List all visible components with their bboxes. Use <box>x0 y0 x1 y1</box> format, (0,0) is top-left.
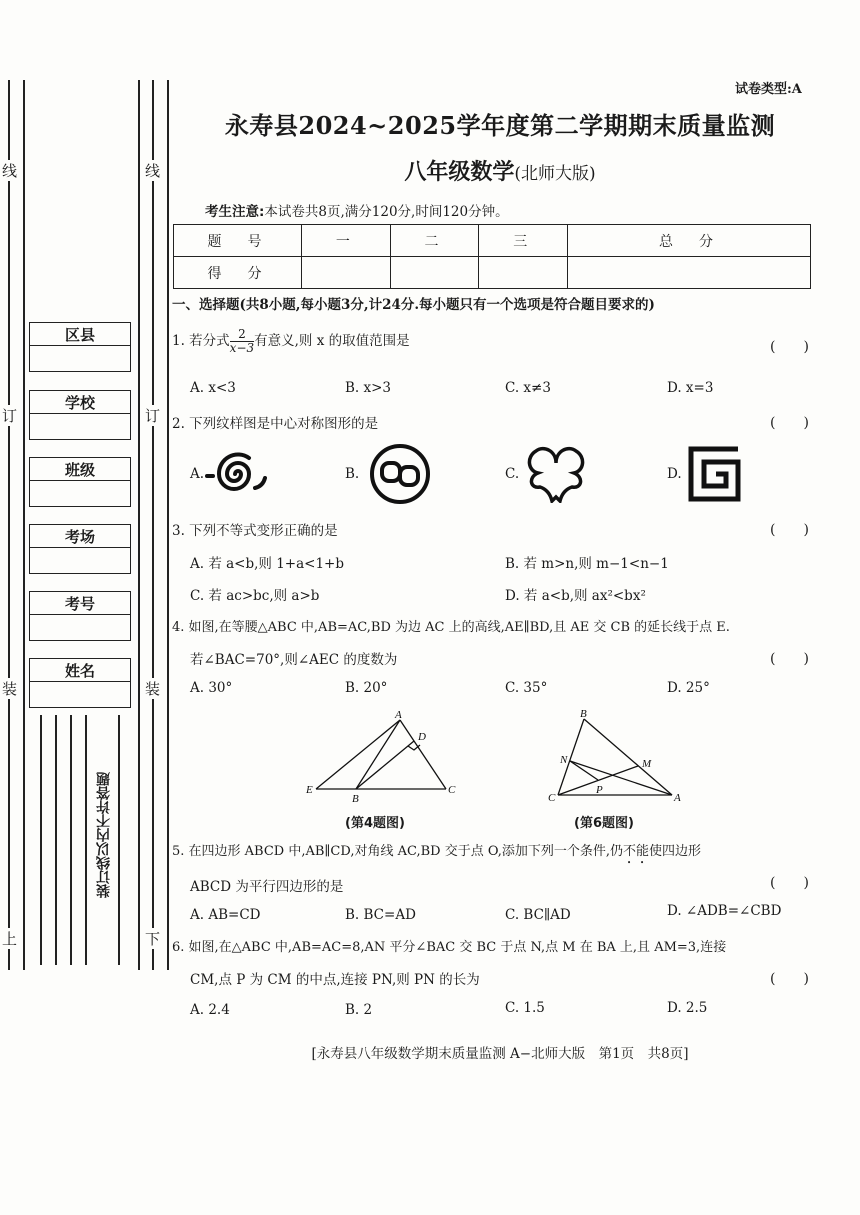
binding-label-zhuang-left: 装 <box>1 678 16 699</box>
q1-answer-paren[interactable]: ( ) <box>770 339 809 355</box>
notice-label: 考生注意: <box>205 204 265 220</box>
q2-option-c[interactable]: C. <box>505 466 520 482</box>
q5-answer-paren[interactable]: ( ) <box>770 875 809 891</box>
q5-emphasis: 不能 <box>623 844 650 859</box>
field-exam-room[interactable] <box>29 524 131 574</box>
field-school-label: 学校 <box>64 393 95 412</box>
q6-option-d[interactable]: D. 2.5 <box>667 1000 708 1016</box>
ruyi-cloud-pattern-icon <box>522 443 590 503</box>
question-2: 2. 下列纹样图是中心对称图形的是 <box>172 416 379 432</box>
fig4-label-a: A <box>395 709 402 721</box>
score-header-section-3: 三 <box>479 225 568 257</box>
q2-option-d[interactable]: D. <box>667 466 682 482</box>
fig6-label-c: C <box>548 792 556 804</box>
q2-option-b[interactable]: B. <box>345 466 360 482</box>
q5-line1-suffix: 使四边形 <box>649 844 702 859</box>
q5-option-a[interactable]: A. AB=CD <box>190 907 261 923</box>
field-exam-number-label: 考号 <box>64 594 95 613</box>
question-6-line-2: CM,点 P 为 CM 的中点,连接 PN,则 PN 的长为 <box>190 972 480 988</box>
square-meander-pattern-icon <box>686 446 744 502</box>
exam-notice <box>205 200 509 220</box>
q1-suffix: 有意义,则 x 的取值范围是 <box>254 333 410 350</box>
paper-type: 试卷类型:A <box>735 82 802 97</box>
q5-option-c[interactable]: C. BC∥AD <box>505 907 571 923</box>
q4-answer-paren[interactable]: ( ) <box>770 651 809 667</box>
q1-fraction-denominator: x−3 <box>229 341 255 356</box>
q6-answer-paren[interactable]: ( ) <box>770 971 809 987</box>
score-header-section-1: 一 <box>302 225 391 257</box>
q3-answer-paren[interactable]: ( ) <box>770 522 809 538</box>
fig4-label-d: D <box>418 731 426 743</box>
binding-label-ding-right: 订 <box>144 405 159 426</box>
notice-text: 本试卷共8页,满分120分,时间120分钟。 <box>264 204 509 220</box>
fig6-label-p: P <box>596 784 603 796</box>
question-3: 3. 下列不等式变形正确的是 <box>172 523 338 539</box>
q3-option-c[interactable]: C. 若 ac>bc,则 a>b <box>190 588 320 604</box>
q5-option-b[interactable]: B. BC=AD <box>345 907 416 923</box>
score-cell-1[interactable] <box>302 257 391 289</box>
binding-warning: 装订线以内不许答题 <box>94 768 114 902</box>
field-name-label: 姓名 <box>64 661 95 680</box>
score-table-header-row <box>174 225 811 257</box>
q2-answer-paren[interactable]: ( ) <box>770 415 809 431</box>
page-subtitle <box>170 155 830 186</box>
field-exam-room-label: 考场 <box>64 527 95 546</box>
question-4-line-2: 若∠BAC=70°,则∠AEC 的度数为 <box>190 652 398 668</box>
q6-option-b[interactable]: B. 2 <box>345 1002 373 1018</box>
q6-option-c[interactable]: C. 1.5 <box>505 1000 545 1016</box>
fig6-segment-np <box>570 761 598 780</box>
q3-option-a[interactable]: A. 若 a<b,则 1+a<1+b <box>190 556 345 572</box>
binding-label-zhuang-right: 装 <box>144 678 159 699</box>
score-row-label: 得 分 <box>174 257 302 289</box>
edition-label: (北师大版) <box>514 164 596 184</box>
q1-option-a[interactable]: A. x<3 <box>190 380 236 396</box>
q3-option-d[interactable]: D. 若 a<b,则 ax²<bx² <box>505 588 646 604</box>
fig6-label-b: B <box>580 708 587 720</box>
fig4-label-c: C <box>448 784 456 796</box>
q1-option-b[interactable]: B. x>3 <box>345 380 392 396</box>
fig4-label-e: E <box>306 784 313 796</box>
q5-line1-prefix: 5. 在四边形 ABCD 中,AB∥CD,对角线 AC,BD 交于点 O,添加下列一个条件,仍 <box>172 844 624 859</box>
field-class[interactable] <box>29 457 131 507</box>
score-header-question: 题 号 <box>174 225 302 257</box>
score-cell-total[interactable] <box>568 257 811 289</box>
field-class-label: 班级 <box>64 460 95 479</box>
field-school[interactable] <box>29 390 131 440</box>
coin-pattern-icon <box>360 443 440 505</box>
fig4-segment-ae <box>316 720 400 789</box>
binding-mark-bottom: 下 <box>144 928 159 949</box>
subject-title: 八年级数学 <box>404 159 515 185</box>
field-district-label: 区县 <box>64 325 95 344</box>
fig6-label-n: N <box>560 754 568 766</box>
binding-label-xian-left: 线 <box>1 160 16 181</box>
figure-q4 <box>300 708 470 808</box>
q6-option-a[interactable]: A. 2.4 <box>190 1002 230 1018</box>
binding-label-xian-right: 线 <box>144 160 159 181</box>
field-name[interactable] <box>29 658 131 708</box>
figure-q6-caption: (第6题图) <box>574 816 634 831</box>
question-6-line-1: 6. 如图,在△ABC 中,AB=AC=8,AN 平分∠BAC 交 BC 于点 N,点 M 在 BA 上,且 AM=3,连接 <box>172 940 727 955</box>
q3-option-b[interactable]: B. 若 m>n,则 m−1<n−1 <box>505 556 669 572</box>
fig6-label-a: A <box>674 792 681 804</box>
fig4-label-b: B <box>352 793 359 805</box>
section-1-heading: 一、选择题(共8小题,每小题3分,计24分.每小题只有一个选项是符合题目要求的) <box>172 297 655 313</box>
score-header-section-2: 二 <box>390 225 479 257</box>
binding-label-ding-left: 订 <box>1 405 16 426</box>
question-5-line-2: ABCD 为平行四边形的是 <box>190 879 344 895</box>
score-cell-3[interactable] <box>479 257 568 289</box>
q5-option-d[interactable]: D. ∠ADB=∠CBD <box>667 903 782 919</box>
field-exam-number[interactable] <box>29 591 131 641</box>
q4-option-b[interactable]: B. 20° <box>345 680 388 696</box>
score-table-score-row <box>174 257 811 289</box>
q1-fraction-numerator: 2 <box>230 328 254 342</box>
field-district[interactable] <box>29 322 131 372</box>
question-1 <box>172 328 410 355</box>
spiral-cloud-pattern-icon <box>205 446 267 502</box>
q1-option-d[interactable]: D. x=3 <box>667 380 714 396</box>
question-5-line-1 <box>172 840 701 867</box>
question-4-line-1: 4. 如图,在等腰△ABC 中,AB=AC,BD 为边 AC 上的高线,AE∥BD,且 AE 交 CB 的延长线于点 E. <box>172 620 730 635</box>
q4-option-d[interactable]: D. 25° <box>667 680 710 696</box>
figure-q6 <box>540 705 690 809</box>
fig6-label-m: M <box>642 758 652 770</box>
q4-option-c[interactable]: C. 35° <box>505 680 548 696</box>
page-title: 永寿县2024~2025学年度第二学期期末质量监测 <box>224 111 776 140</box>
page-footer: [永寿县八年级数学期末质量监测 A−北师大版 第1页 共8页] <box>311 1046 689 1062</box>
fig4-segment-ab <box>356 720 400 789</box>
score-cell-2[interactable] <box>390 257 479 289</box>
q4-option-a[interactable]: A. 30° <box>190 680 233 696</box>
q1-fraction <box>230 328 254 355</box>
figure-q4-caption: (第4题图) <box>345 816 405 831</box>
fig6-segment-an <box>570 761 672 795</box>
score-header-total: 总 分 <box>568 225 811 257</box>
q2-option-a[interactable]: A. <box>190 466 205 482</box>
q1-prefix: 1. 若分式 <box>172 333 230 350</box>
binding-mark-top: 上 <box>1 928 16 949</box>
score-table <box>173 224 811 289</box>
q1-option-c[interactable]: C. x≠3 <box>505 380 551 396</box>
